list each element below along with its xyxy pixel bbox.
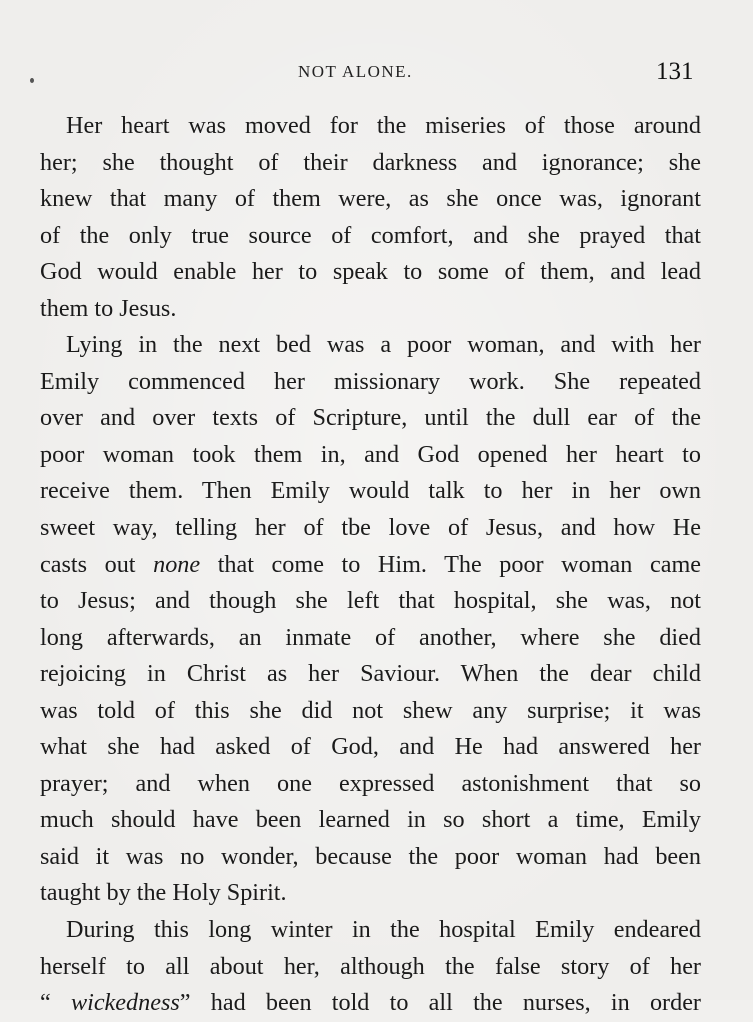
text-segment: knew that many of them were, as she once was, ignorant [40, 185, 701, 213]
text-segment: During this long winter in the hospital Emily endeared [66, 916, 701, 944]
text-segment: prayer; and when one expressed astonishment that so [40, 769, 701, 797]
text-segment: what she had asked of God, and He had answered her [40, 733, 701, 761]
text-segment: much should have been learned in so short a time, Emily [40, 806, 701, 834]
text-line [40, 949, 701, 986]
text-line [40, 985, 701, 1022]
text-line [40, 839, 701, 876]
text-line [40, 510, 701, 547]
text-line [40, 656, 701, 693]
text-line [40, 802, 701, 839]
text-segment: herself to all about her, although the false story of her [40, 952, 701, 980]
text-line [40, 181, 701, 218]
text-segment: “ [40, 989, 71, 1017]
running-title: NOT ALONE. [298, 62, 413, 81]
text-segment: rejoicing in Christ as her Saviour. When the dear child [40, 660, 701, 688]
text-line [40, 547, 701, 584]
text-segment: that come to Him. The poor woman came [200, 550, 701, 578]
text-line [40, 400, 701, 437]
text-line [40, 473, 701, 510]
text-line [40, 583, 701, 620]
body-text [40, 108, 701, 1022]
text-segment: casts out [40, 550, 154, 578]
text-line [40, 218, 701, 255]
text-line [40, 437, 701, 474]
text-line [40, 254, 701, 291]
text-line [40, 291, 701, 328]
text-segment: ” had been told to all the nurses, in order [179, 989, 701, 1017]
italic-word: none [153, 550, 201, 578]
text-segment: Her heart was moved for the miseries of those around [66, 112, 701, 139]
text-segment: poor woman took them in, and God opened her heart to [40, 440, 701, 468]
text-segment: to Jesus; and though she left that hospital, she was, not [40, 587, 701, 615]
text-segment: long afterwards, an inmate of another, where she died [40, 623, 701, 651]
text-segment: receive them. Then Emily would talk to her in her own [40, 477, 701, 505]
text-line [40, 766, 701, 803]
text-line [40, 693, 701, 730]
text-line [40, 620, 701, 657]
running-head [0, 58, 753, 88]
text-segment: her; she thought of their darkness and ignorance; she [40, 148, 701, 176]
text-segment: them to Jesus. [40, 294, 177, 322]
text-segment: Lying in the next bed was a poor woman, and with her [66, 331, 701, 359]
text-line [40, 912, 701, 949]
text-line [40, 327, 701, 364]
text-segment: taught by the Holy Spirit. [40, 879, 287, 907]
text-segment: of the only true source of comfort, and she prayed that [40, 221, 701, 249]
text-segment: over and over texts of Scripture, until the dull ear of the [40, 404, 701, 432]
text-segment: Emily commenced her missionary work. She repeated [40, 367, 701, 395]
text-segment: said it was no wonder, because the poor woman had been [40, 842, 701, 870]
text-line [40, 729, 701, 766]
page-number: 131 [656, 58, 694, 85]
text-segment: was told of this she did not shew any surprise; it was [40, 696, 701, 724]
text-line [40, 145, 701, 182]
text-segment: sweet way, telling her of tbe love of Jesus, and how He [40, 514, 701, 542]
text-line [40, 875, 701, 912]
text-segment: God would enable her to speak to some of them, and lead [40, 258, 701, 286]
text-line [40, 108, 701, 145]
italic-word: wickedness [70, 989, 180, 1017]
text-line [40, 364, 701, 401]
